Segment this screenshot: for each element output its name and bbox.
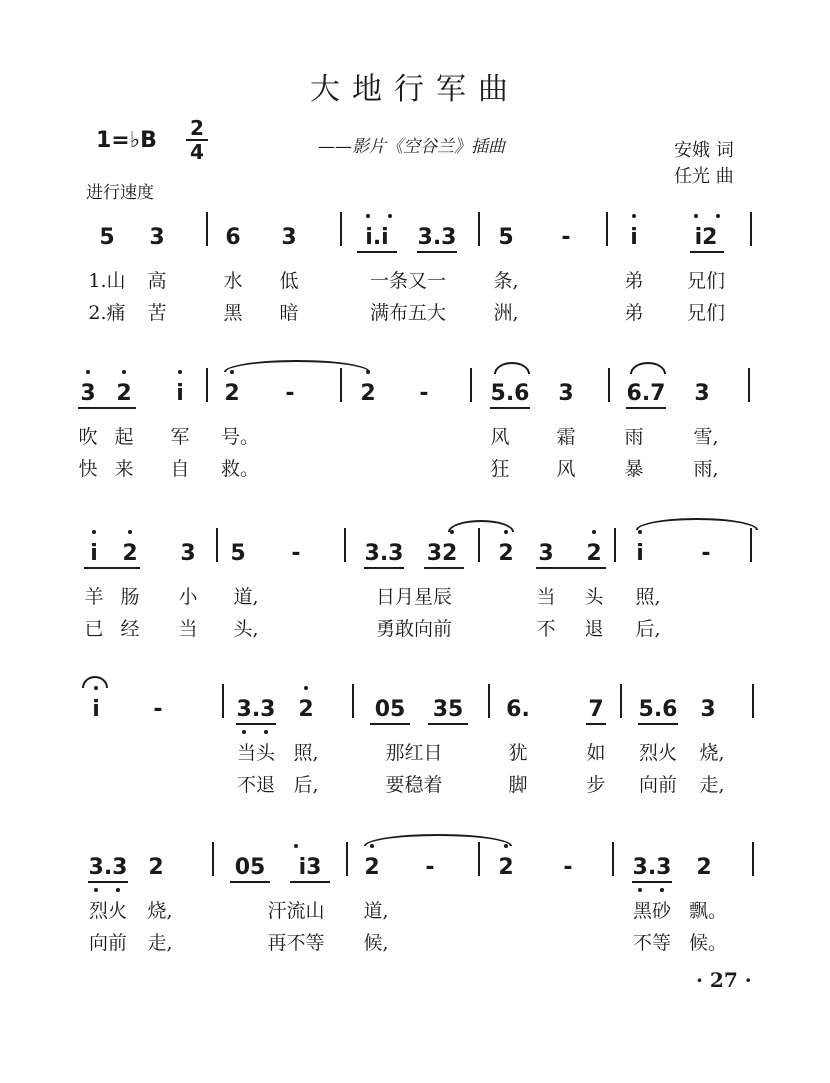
note: 7 — [588, 697, 604, 722]
note: 2 — [224, 381, 240, 406]
slur — [494, 362, 530, 374]
lyric-v1: 照, — [293, 742, 319, 764]
beam — [490, 407, 530, 409]
note: i.i — [365, 225, 389, 250]
lyric-v2: 候。 — [688, 932, 728, 954]
tie — [82, 676, 108, 688]
lyric-v2: 2.痛 — [88, 302, 126, 324]
barline — [608, 368, 610, 402]
lyric-v1: 道, — [363, 900, 389, 922]
note: i — [630, 225, 638, 250]
note: 3.3 — [88, 855, 128, 880]
lyric-v2: 要稳着 — [385, 774, 443, 796]
lyric-v1: 高 — [147, 270, 167, 292]
note: i — [90, 541, 98, 566]
barline — [216, 528, 218, 562]
octave-dot — [122, 370, 126, 374]
lyric-v1: 羊 — [84, 586, 104, 608]
lyric-v2: 弟 — [624, 302, 644, 324]
note: 5.6 — [638, 697, 678, 722]
beam — [230, 881, 270, 883]
note: 2 — [298, 697, 314, 722]
lyric-v1: 那红日 — [385, 742, 443, 764]
lyric-v2: 走, — [147, 932, 173, 954]
beam — [424, 567, 464, 569]
lyric-v2: 步 — [586, 774, 606, 796]
tempo-marking: 进行速度 — [86, 183, 154, 203]
lyric-v1: 低 — [279, 270, 299, 292]
lyric-v1: 风 — [490, 426, 510, 448]
key-signature: 1=♭B — [96, 128, 157, 153]
time-signature-bottom: 4 — [190, 140, 204, 164]
note: 3 — [538, 541, 554, 566]
beam — [370, 723, 410, 725]
barline — [212, 842, 214, 876]
note: 5 — [498, 225, 514, 250]
lyric-v2: 暴 — [624, 458, 644, 480]
lyric-v2: 向前 — [88, 932, 128, 954]
beam — [357, 251, 397, 253]
low-octave-dot — [242, 730, 246, 734]
subtitle: ——影片《空谷兰》插曲 — [318, 137, 505, 157]
low-octave-dot — [638, 888, 642, 892]
lyric-v2: 勇敢向前 — [375, 618, 453, 640]
barline — [346, 842, 348, 876]
lyric-v2: 后, — [293, 774, 319, 796]
lyric-v1: 汗流山 — [267, 900, 325, 922]
note: 05 — [234, 855, 266, 880]
beam — [626, 407, 666, 409]
lyric-v1: 雪, — [693, 426, 719, 448]
low-octave-dot — [94, 888, 98, 892]
note: - — [419, 381, 429, 406]
lyric-v2: 救。 — [220, 458, 260, 480]
lyric-v1: 霜 — [556, 426, 576, 448]
octave-dot — [592, 530, 596, 534]
barline — [478, 842, 480, 876]
barline — [606, 212, 608, 246]
tie — [364, 834, 512, 846]
barline — [750, 528, 752, 562]
beam — [536, 567, 606, 569]
note: 5 — [230, 541, 246, 566]
note: 6 — [225, 225, 241, 250]
lyric-v1: 小 — [178, 586, 198, 608]
lyric-v1: 道, — [233, 586, 259, 608]
note: - — [563, 855, 573, 880]
barline — [470, 368, 472, 402]
barline — [340, 368, 342, 402]
lyric-v2: 再不等 — [267, 932, 325, 954]
lyric-v2: 兄们 — [686, 302, 726, 324]
lyric-v1: 头 — [584, 586, 604, 608]
note: 5 — [99, 225, 115, 250]
lyric-v1: 日月星辰 — [375, 586, 453, 608]
barline — [614, 528, 616, 562]
octave-dot — [86, 370, 90, 374]
lyric-v2: 候, — [363, 932, 389, 954]
beam — [428, 723, 468, 725]
octave-dot — [632, 214, 636, 218]
lyric-v2: 自 — [170, 458, 190, 480]
note: i — [636, 541, 644, 566]
octave-dot — [694, 214, 698, 218]
lyric-v2: 向前 — [638, 774, 678, 796]
lyric-v2: 暗 — [279, 302, 299, 324]
note: i — [92, 697, 100, 722]
lyric-v1: 肠 — [120, 586, 140, 608]
note: 3 — [149, 225, 165, 250]
lyricist: 安娥 词 — [674, 140, 734, 161]
barline — [340, 212, 342, 246]
beam — [632, 881, 672, 883]
lyric-v1: 照, — [635, 586, 661, 608]
lyric-v2: 已 — [84, 618, 104, 640]
note: 2 — [122, 541, 138, 566]
lyric-v1: 弟 — [624, 270, 644, 292]
beam — [88, 881, 128, 883]
barline — [620, 684, 622, 718]
lyric-v2: 不等 — [632, 932, 672, 954]
lyric-v2: 退 — [584, 618, 604, 640]
lyric-v2: 来 — [114, 458, 134, 480]
barline — [478, 528, 480, 562]
octave-dot — [366, 214, 370, 218]
lyric-v2: 走, — [699, 774, 725, 796]
note: 3.3 — [364, 541, 404, 566]
lyric-v2: 狂 — [490, 458, 510, 480]
beam — [690, 251, 724, 253]
note: i2 — [694, 225, 718, 250]
lyric-v1: 如 — [586, 742, 606, 764]
tie — [636, 518, 758, 530]
low-octave-dot — [116, 888, 120, 892]
octave-dot — [388, 214, 392, 218]
note: 3 — [694, 381, 710, 406]
low-octave-dot — [660, 888, 664, 892]
lyric-v2: 雨, — [693, 458, 719, 480]
beam — [364, 567, 404, 569]
song-title: 大地行军曲 — [310, 72, 520, 107]
lyric-v2: 脚 — [508, 774, 528, 796]
barline — [750, 212, 752, 246]
lyric-v1: 烧, — [147, 900, 173, 922]
octave-dot — [304, 686, 308, 690]
tie — [224, 360, 370, 372]
lyric-v1: 号。 — [220, 426, 260, 448]
lyric-v1: 吹 — [78, 426, 98, 448]
barline — [478, 212, 480, 246]
beam — [638, 723, 678, 725]
note: 3 — [558, 381, 574, 406]
note: - — [291, 541, 301, 566]
lyric-v1: 起 — [114, 426, 134, 448]
lyric-v1: 烧, — [699, 742, 725, 764]
note: 2 — [586, 541, 602, 566]
lyric-v1: 军 — [170, 426, 190, 448]
note: i — [176, 381, 184, 406]
low-octave-dot — [264, 730, 268, 734]
lyric-v1: 飘。 — [688, 900, 728, 922]
barline — [222, 684, 224, 718]
note: 3 — [180, 541, 196, 566]
lyric-v2: 不退 — [236, 774, 276, 796]
beam — [417, 251, 457, 253]
lyric-v1: 犹 — [508, 742, 528, 764]
slur — [630, 362, 666, 374]
note: 3.3 — [236, 697, 276, 722]
note: 3 — [700, 697, 716, 722]
lyric-v2: 黑 — [223, 302, 243, 324]
lyric-v1: 1.山 — [88, 270, 126, 292]
note: 5.6 — [490, 381, 530, 406]
note: 2 — [498, 541, 514, 566]
octave-dot — [638, 530, 642, 534]
octave-dot — [178, 370, 182, 374]
lyric-v1: 兄们 — [686, 270, 726, 292]
beam — [290, 881, 330, 883]
note: 35 — [432, 697, 464, 722]
credits — [674, 138, 734, 190]
note: 6.7 — [626, 381, 666, 406]
note: 6. — [506, 697, 530, 722]
octave-dot — [128, 530, 132, 534]
barline — [748, 368, 750, 402]
barline — [752, 842, 754, 876]
lyric-v2: 满布五大 — [369, 302, 447, 324]
note: - — [701, 541, 711, 566]
lyric-v2: 后, — [635, 618, 661, 640]
octave-dot — [716, 214, 720, 218]
lyric-v1: 雨 — [624, 426, 644, 448]
barline — [612, 842, 614, 876]
beam — [236, 723, 276, 725]
note: 2 — [498, 855, 514, 880]
note: - — [561, 225, 571, 250]
time-signature — [186, 118, 208, 162]
tie — [448, 520, 514, 532]
lyric-v1: 黑砂 — [632, 900, 672, 922]
note: - — [153, 697, 163, 722]
barline — [206, 368, 208, 402]
lyric-v2: 不 — [536, 618, 556, 640]
lyric-v1: 一条又一 — [369, 270, 447, 292]
lyric-v2: 快 — [78, 458, 98, 480]
octave-dot — [92, 530, 96, 534]
beam — [586, 723, 606, 725]
lyric-v1: 当 — [536, 586, 556, 608]
note: - — [285, 381, 295, 406]
note: 2 — [148, 855, 164, 880]
time-signature-top: 2 — [190, 116, 204, 140]
note: 2 — [116, 381, 132, 406]
barline — [206, 212, 208, 246]
lyric-v2: 头, — [233, 618, 259, 640]
lyric-v1: 条, — [493, 270, 519, 292]
lyric-v1: 当头 — [236, 742, 276, 764]
note: 32 — [426, 541, 458, 566]
lyric-v1: 烈火 — [88, 900, 128, 922]
note: 3.3 — [632, 855, 672, 880]
page-number: · 27 · — [696, 968, 752, 992]
lyric-v1: 烈火 — [638, 742, 678, 764]
lyric-v2: 风 — [556, 458, 576, 480]
composer: 任光 曲 — [674, 166, 734, 187]
note: 3.3 — [417, 225, 457, 250]
barline — [344, 528, 346, 562]
beam — [84, 567, 140, 569]
barline — [352, 684, 354, 718]
note: 2 — [360, 381, 376, 406]
note: 05 — [374, 697, 406, 722]
lyric-v2: 苦 — [147, 302, 167, 324]
lyric-v2: 经 — [120, 618, 140, 640]
note: 3 — [80, 381, 96, 406]
beam — [78, 407, 136, 409]
lyric-v2: 洲, — [493, 302, 519, 324]
note: 2 — [364, 855, 380, 880]
note: i3 — [298, 855, 322, 880]
lyric-v2: 当 — [178, 618, 198, 640]
barline — [752, 684, 754, 718]
lyric-v1: 水 — [223, 270, 243, 292]
note: 3 — [281, 225, 297, 250]
octave-dot — [294, 844, 298, 848]
note: - — [425, 855, 435, 880]
note: 2 — [696, 855, 712, 880]
barline — [488, 684, 490, 718]
